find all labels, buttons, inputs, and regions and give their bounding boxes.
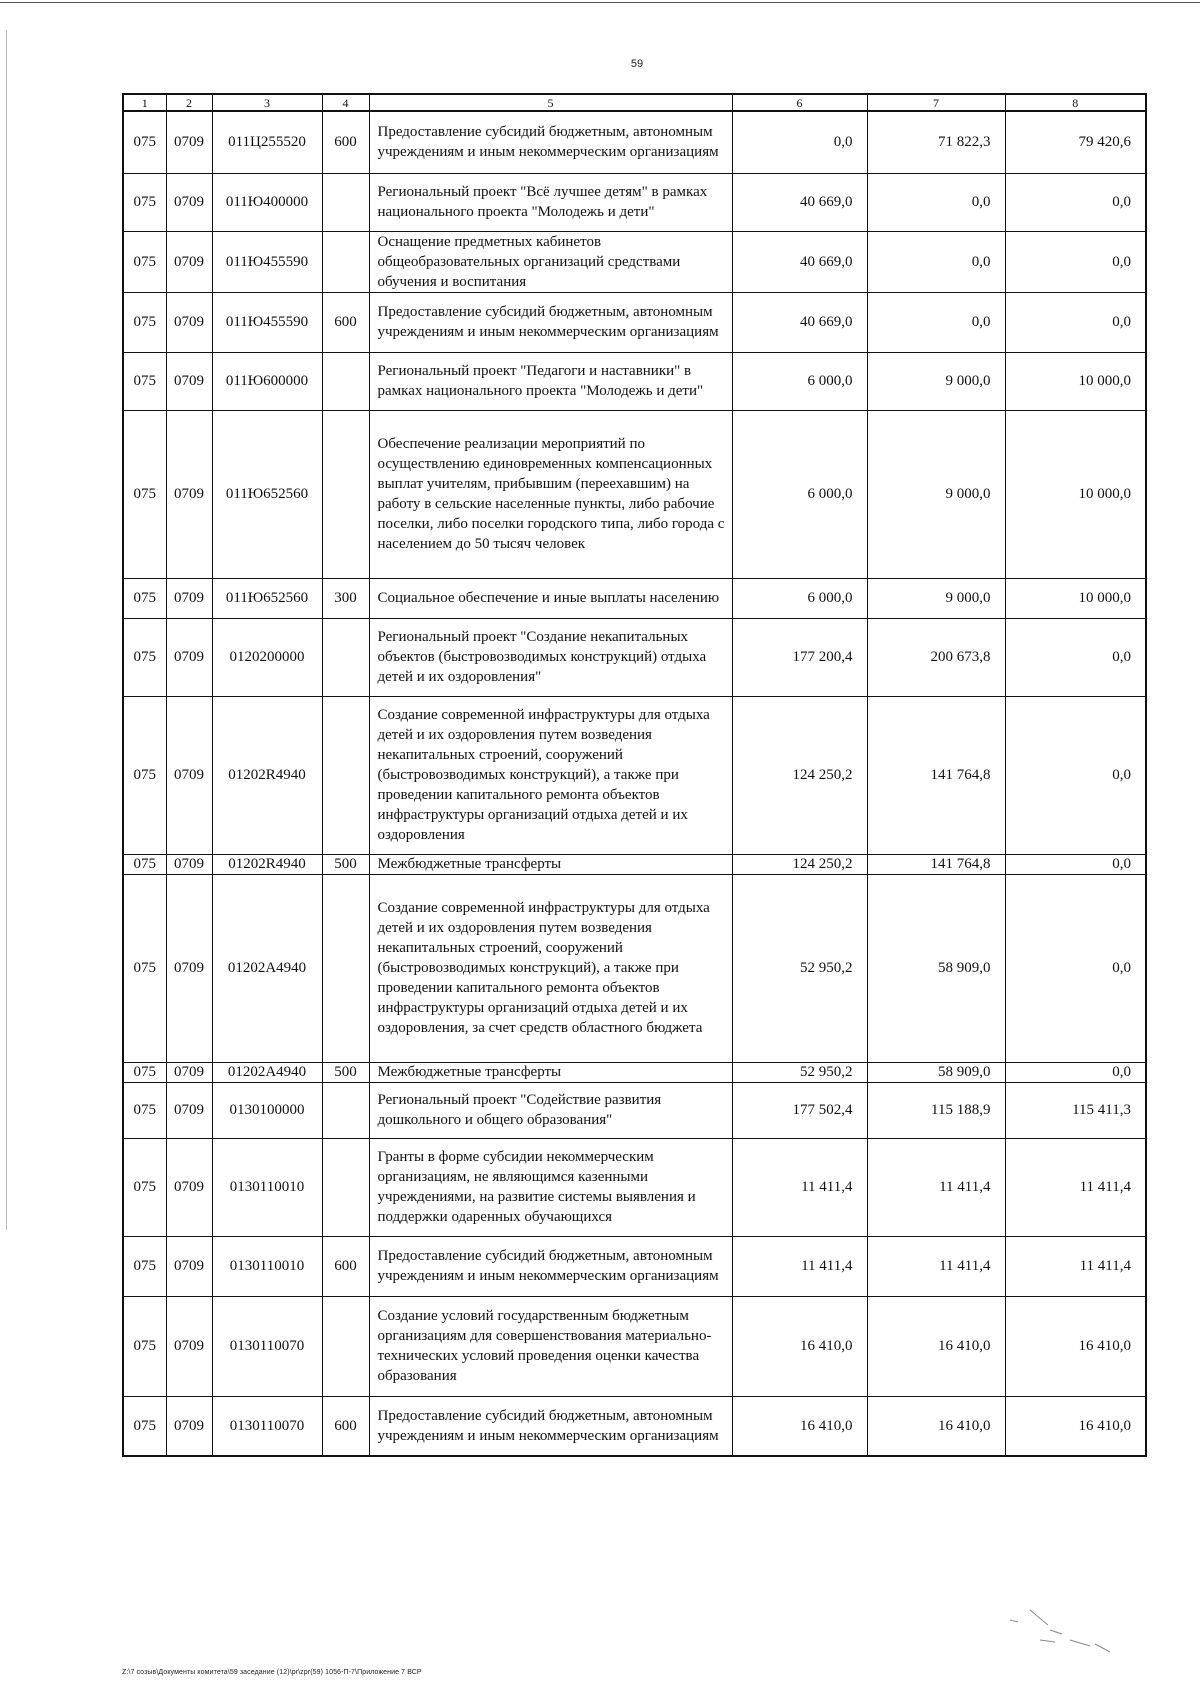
cell-name: Социальное обеспечение и иные выплаты населению [369,578,732,618]
cell-amount-col6: 0,0 [732,111,867,173]
cell-amount-col6: 40 669,0 [732,173,867,231]
cell-target-article: 0120200000 [212,618,322,696]
cell-amount-col8: 10 000,0 [1005,578,1146,618]
cell-expense-type: 600 [322,292,369,352]
table-row [123,854,1146,874]
cell-amount-col8: 10 000,0 [1005,410,1146,578]
budget-table-container [122,93,1147,1457]
cell-amount-col8: 0,0 [1005,231,1146,292]
cell-amount-col7: 0,0 [867,173,1005,231]
cell-amount-col8: 0,0 [1005,618,1146,696]
cell-target-article: 011Ю600000 [212,352,322,410]
cell-amount-col7: 58 909,0 [867,874,1005,1062]
table-row [123,173,1146,231]
cell-target-article: 0130110010 [212,1236,322,1296]
cell-section-code: 0709 [166,173,212,231]
cell-amount-col6: 6 000,0 [732,410,867,578]
cell-name: Межбюджетные трансферты [369,1062,732,1082]
cell-amount-col6: 124 250,2 [732,696,867,854]
cell-section-code: 0709 [166,292,212,352]
scan-artifacts [1000,1600,1140,1660]
cell-amount-col8: 16 410,0 [1005,1396,1146,1456]
cell-amount-col6: 11 411,4 [732,1236,867,1296]
cell-amount-col6: 6 000,0 [732,578,867,618]
cell-amount-col7: 16 410,0 [867,1396,1005,1456]
cell-target-article: 011Ю400000 [212,173,322,231]
cell-expense-type: 500 [322,854,369,874]
cell-chapter-code: 075 [123,874,166,1062]
cell-name: Предоставление субсидий бюджетным, автономным учреждениям и иным некоммерческим организациям [369,1236,732,1296]
cell-name: Межбюджетные трансферты [369,854,732,874]
cell-expense-type: 300 [322,578,369,618]
cell-amount-col8: 10 000,0 [1005,352,1146,410]
cell-amount-col6: 11 411,4 [732,1138,867,1236]
cell-section-code: 0709 [166,410,212,578]
cell-chapter-code: 075 [123,292,166,352]
cell-name: Гранты в форме субсидии некоммерческим организациям, не являющимся казенными учреждениями, на развитие системы выявления и поддержки одаренных обучающихся [369,1138,732,1236]
cell-amount-col6: 177 502,4 [732,1082,867,1138]
cell-amount-col8: 115 411,3 [1005,1082,1146,1138]
cell-amount-col8: 0,0 [1005,696,1146,854]
cell-amount-col8: 0,0 [1005,1062,1146,1082]
cell-section-code: 0709 [166,854,212,874]
table-row [123,1062,1146,1082]
cell-target-article: 011Ц255520 [212,111,322,173]
header-cell: 8 [1005,94,1146,111]
header-cell: 3 [212,94,322,111]
cell-chapter-code: 075 [123,696,166,854]
cell-section-code: 0709 [166,696,212,854]
cell-target-article: 011Ю455590 [212,231,322,292]
cell-expense-type [322,231,369,292]
cell-name: Создание современной инфраструктуры для отдыха детей и их оздоровления путем возведения некапитальных строений, сооружений (быстровозводимых конструкций), а также при проведении капитального ремонта объектов инфраструктуры организаций отдыха детей и их оздоровления, за счет средств областного бюджета [369,874,732,1062]
cell-amount-col7: 141 764,8 [867,696,1005,854]
table-row [123,1396,1146,1456]
cell-amount-col6: 40 669,0 [732,292,867,352]
cell-chapter-code: 075 [123,1138,166,1236]
cell-amount-col8: 11 411,4 [1005,1236,1146,1296]
cell-expense-type: 600 [322,1396,369,1456]
table-row [123,1138,1146,1236]
cell-amount-col7: 115 188,9 [867,1082,1005,1138]
cell-section-code: 0709 [166,1138,212,1236]
cell-expense-type [322,1138,369,1236]
cell-amount-col8: 0,0 [1005,292,1146,352]
cell-amount-col7: 9 000,0 [867,578,1005,618]
cell-amount-col6: 16 410,0 [732,1396,867,1456]
header-cell: 5 [369,94,732,111]
table-header-row [123,94,1146,111]
cell-name: Предоставление субсидий бюджетным, автономным учреждениям и иным некоммерческим организациям [369,1396,732,1456]
cell-amount-col8: 11 411,4 [1005,1138,1146,1236]
cell-chapter-code: 075 [123,578,166,618]
cell-name: Предоставление субсидий бюджетным, автономным учреждениям и иным некоммерческим организациям [369,292,732,352]
cell-amount-col6: 6 000,0 [732,352,867,410]
cell-amount-col8: 16 410,0 [1005,1296,1146,1396]
cell-amount-col6: 40 669,0 [732,231,867,292]
cell-amount-col7: 0,0 [867,292,1005,352]
table-row [123,231,1146,292]
cell-name: Региональный проект "Всё лучшее детям" в рамках национального проекта "Молодежь и дети" [369,173,732,231]
cell-name: Оснащение предметных кабинетов общеобразовательных организаций средствами обучения и воспитания [369,231,732,292]
cell-amount-col8: 0,0 [1005,854,1146,874]
cell-target-article: 01202R4940 [212,696,322,854]
cell-target-article: 0130110070 [212,1296,322,1396]
cell-expense-type: 600 [322,111,369,173]
cell-amount-col8: 79 420,6 [1005,111,1146,173]
header-cell: 2 [166,94,212,111]
cell-amount-col7: 71 822,3 [867,111,1005,173]
cell-target-article: 0130110010 [212,1138,322,1236]
table-row [123,410,1146,578]
table-row [123,874,1146,1062]
cell-name: Обеспечение реализации мероприятий по осуществлению единовременных компенсационных выплат учителям, прибывшим (переехавшим) на работу в сельские населенные пункты, либо рабочие поселки, либо поселки городского типа, либо города с населением до 50 тысяч человек [369,410,732,578]
cell-amount-col7: 0,0 [867,231,1005,292]
cell-section-code: 0709 [166,1062,212,1082]
cell-name: Предоставление субсидий бюджетным, автономным учреждениям и иным некоммерческим организациям [369,111,732,173]
cell-chapter-code: 075 [123,854,166,874]
cell-target-article: 01202A4940 [212,874,322,1062]
header-cell: 4 [322,94,369,111]
cell-section-code: 0709 [166,1082,212,1138]
cell-chapter-code: 075 [123,1062,166,1082]
cell-name: Создание условий государственным бюджетным организациям для совершенствования материально-технических условий проведения оценки качества образования [369,1296,732,1396]
cell-chapter-code: 075 [123,231,166,292]
cell-amount-col6: 52 950,2 [732,874,867,1062]
cell-section-code: 0709 [166,111,212,173]
cell-expense-type [322,696,369,854]
table-row [123,1236,1146,1296]
table-row [123,578,1146,618]
cell-section-code: 0709 [166,1236,212,1296]
cell-target-article: 0130100000 [212,1082,322,1138]
cell-amount-col8: 0,0 [1005,173,1146,231]
cell-target-article: 01202A4940 [212,1062,322,1082]
cell-name: Региональный проект "Содействие развития дошкольного и общего образования" [369,1082,732,1138]
footer-file-path: Z:\7 созыв\Документы комитета\59 заседание (12)\pr\zpr(59) 1056-П-7\Приложение 7 ВСР [122,1669,422,1676]
cell-chapter-code: 075 [123,1396,166,1456]
table-row [123,696,1146,854]
header-cell: 6 [732,94,867,111]
cell-amount-col7: 11 411,4 [867,1236,1005,1296]
budget-table [122,93,1147,1457]
cell-expense-type [322,1082,369,1138]
cell-target-article: 011Ю652560 [212,410,322,578]
cell-target-article: 011Ю652560 [212,578,322,618]
cell-expense-type [322,173,369,231]
cell-name: Региональный проект "Педагоги и наставники" в рамках национального проекта "Молодежь и дети" [369,352,732,410]
cell-target-article: 011Ю455590 [212,292,322,352]
cell-chapter-code: 075 [123,1296,166,1396]
cell-name: Создание современной инфраструктуры для отдыха детей и их оздоровления путем возведения некапитальных строений, сооружений (быстровозводимых конструкций), а также при проведении капитального ремонта объектов инфраструктуры организаций отдыха детей и их оздоровления [369,696,732,854]
cell-chapter-code: 075 [123,352,166,410]
cell-amount-col7: 58 909,0 [867,1062,1005,1082]
cell-expense-type [322,874,369,1062]
cell-target-article: 0130110070 [212,1396,322,1456]
cell-expense-type [322,352,369,410]
table-row [123,352,1146,410]
table-row [123,618,1146,696]
cell-amount-col7: 9 000,0 [867,410,1005,578]
cell-expense-type: 500 [322,1062,369,1082]
table-row [123,1296,1146,1396]
cell-amount-col7: 11 411,4 [867,1138,1005,1236]
scan-edge-left [6,30,7,1230]
table-row [123,111,1146,173]
cell-amount-col8: 0,0 [1005,874,1146,1062]
cell-expense-type [322,1296,369,1396]
cell-chapter-code: 075 [123,410,166,578]
cell-chapter-code: 075 [123,173,166,231]
cell-section-code: 0709 [166,578,212,618]
header-cell: 1 [123,94,166,111]
scan-edge-top [0,2,1200,3]
cell-amount-col6: 124 250,2 [732,854,867,874]
cell-target-article: 01202R4940 [212,854,322,874]
cell-chapter-code: 075 [123,1236,166,1296]
cell-amount-col7: 141 764,8 [867,854,1005,874]
cell-expense-type [322,410,369,578]
cell-expense-type: 600 [322,1236,369,1296]
cell-amount-col6: 52 950,2 [732,1062,867,1082]
cell-section-code: 0709 [166,1296,212,1396]
page-number: 59 [630,58,644,70]
table-row [123,1082,1146,1138]
cell-chapter-code: 075 [123,1082,166,1138]
cell-section-code: 0709 [166,352,212,410]
table-row [123,292,1146,352]
cell-amount-col6: 16 410,0 [732,1296,867,1396]
cell-amount-col7: 16 410,0 [867,1296,1005,1396]
cell-expense-type [322,618,369,696]
cell-chapter-code: 075 [123,618,166,696]
cell-name: Региональный проект "Создание некапитальных объектов (быстровозводимых конструкций) отдыха детей и их оздоровления" [369,618,732,696]
cell-section-code: 0709 [166,231,212,292]
cell-amount-col7: 9 000,0 [867,352,1005,410]
cell-section-code: 0709 [166,1396,212,1456]
cell-chapter-code: 075 [123,111,166,173]
header-cell: 7 [867,94,1005,111]
cell-amount-col7: 200 673,8 [867,618,1005,696]
cell-amount-col6: 177 200,4 [732,618,867,696]
cell-section-code: 0709 [166,618,212,696]
cell-section-code: 0709 [166,874,212,1062]
